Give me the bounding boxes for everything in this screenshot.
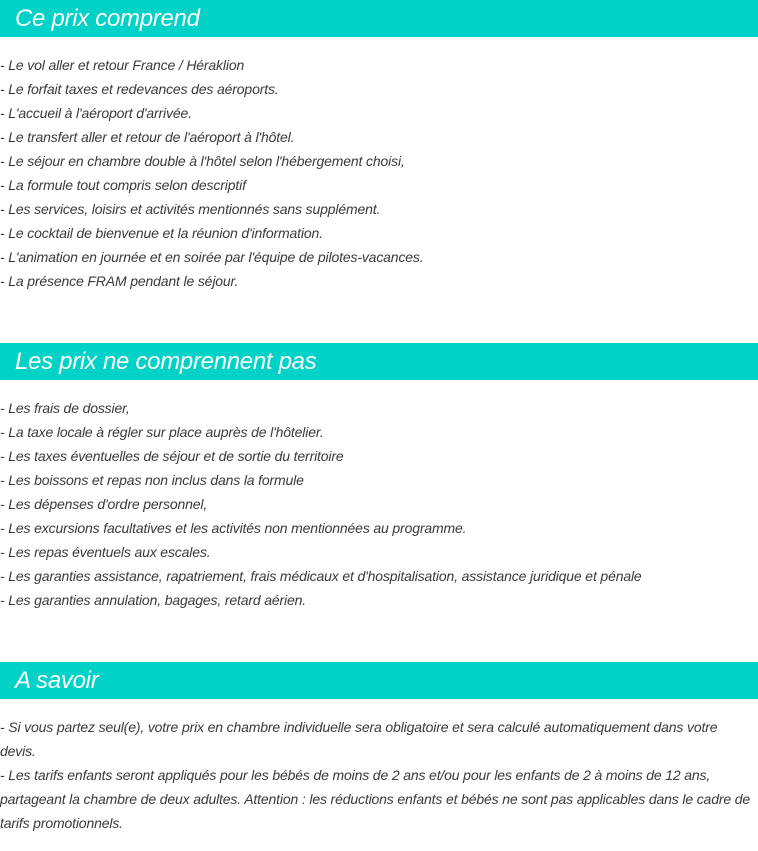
list-item: - L'animation en journée et en soirée par l'équipe de pilotes-vacances.: [0, 249, 424, 265]
list-item: - Le cocktail de bienvenue et la réunion d'information.: [0, 225, 323, 241]
list-item: - La formule tout compris selon descriptif: [0, 177, 246, 193]
good-to-know-text: [0, 715, 756, 835]
list-item: - Le transfert aller et retour de l'aéroport à l'hôtel.: [0, 129, 295, 145]
list-item: - La présence FRAM pendant le séjour.: [0, 273, 239, 289]
paragraph: - Si vous partez seul(e), votre prix en chambre individuelle sera obligatoire et sera calculé automatiquement dans votre devis.: [0, 719, 718, 759]
list-item: - L'accueil à l'aéroport d'arrivée.: [0, 105, 192, 121]
list-item: - Les garanties annulation, bagages, retard aérien.: [0, 592, 307, 608]
list-item: - Les boissons et repas non inclus dans la formule: [0, 472, 304, 488]
list-item: - Les dépenses d'ordre personnel,: [0, 496, 208, 512]
included-list: [0, 53, 758, 293]
list-item: - Le vol aller et retour France / Héraklion: [0, 57, 245, 73]
not-included-list: [0, 396, 758, 612]
list-item: - Les excursions facultatives et les activités non mentionnées au programme.: [0, 520, 467, 536]
list-item: - Les garanties assistance, rapatriement, frais médicaux et d'hospitalisation, assistance juridique et pénale: [0, 568, 642, 584]
list-item: - Les frais de dossier,: [0, 400, 130, 416]
list-item: - Les repas éventuels aux escales.: [0, 544, 211, 560]
paragraph: - Les tarifs enfants seront appliqués pour les bébés de moins de 2 ans et/ou pour les enfants de 2 à moins de 12 ans, partageant la chambre de deux adultes. Attention : les réductions enfants et bébés ne sont pas applicables dans le cadre de tarifs promotionnels.: [0, 767, 750, 831]
section-header-included: [0, 0, 758, 37]
section-title-not-included: Les prix ne comprennent pas: [15, 348, 317, 375]
section-header-not-included: [0, 343, 758, 380]
section-title-included: Ce prix comprend: [15, 5, 200, 32]
section-title-good-to-know: A savoir: [15, 667, 99, 694]
list-item: - Le forfait taxes et redevances des aéroports.: [0, 81, 279, 97]
list-item: - Les taxes éventuelles de séjour et de sortie du territoire: [0, 448, 344, 464]
list-item: - Le séjour en chambre double à l'hôtel selon l'hébergement choisi,: [0, 153, 405, 169]
list-item: - La taxe locale à régler sur place auprès de l'hôtelier.: [0, 424, 324, 440]
section-header-good-to-know: [0, 662, 758, 699]
list-item: - Les services, loisirs et activités mentionnés sans supplément.: [0, 201, 381, 217]
